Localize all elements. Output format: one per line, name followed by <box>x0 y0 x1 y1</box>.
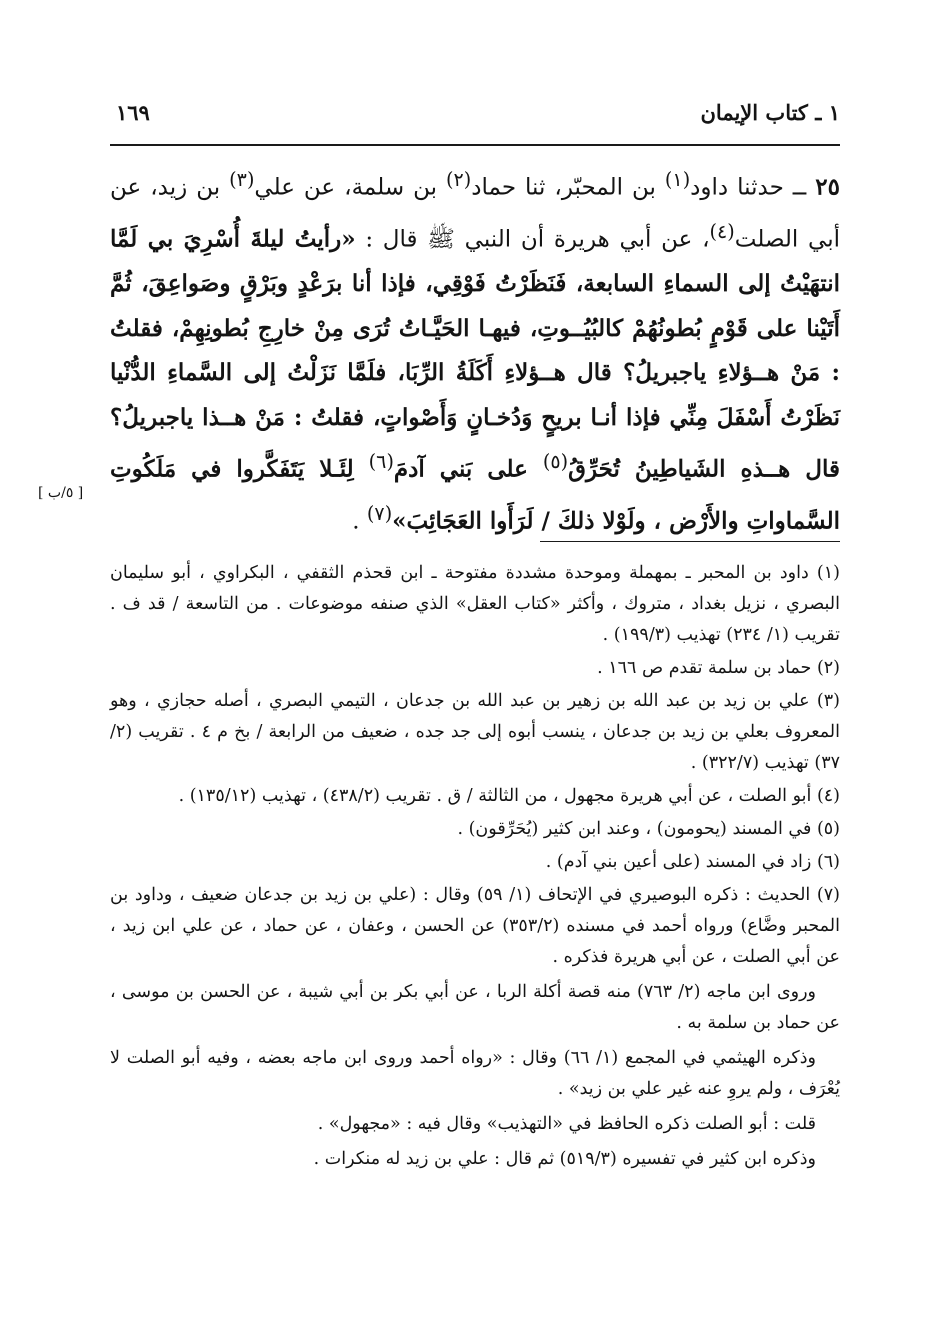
footnote <box>110 880 840 973</box>
hadith-chain-part: بن سلمة، عن علي <box>254 174 447 201</box>
footnote-text: في المسند (يحومون) ، وعند ابن كثير (يُحَرِّقون) . <box>457 819 812 839</box>
footnote <box>110 558 840 651</box>
manuscript-folio-note: [ ٥/ب ] <box>38 485 84 501</box>
footnote-text: حماد بن سلمة تقدم ص ١٦٦ . <box>597 658 812 678</box>
footnotes <box>110 558 840 1177</box>
hadith-text <box>110 158 840 545</box>
running-header <box>110 96 840 130</box>
footnote-ref: (٤) <box>709 220 735 244</box>
footnote-label: (٣) <box>816 691 840 711</box>
footnote-ref: (١) <box>664 168 691 191</box>
footnote-label: (٧) <box>816 885 840 905</box>
footnote-continuation: وذكره ابن كثير في تفسيره (٥١٩/٣) ثم قال : علي بن زيد له منكرات . <box>313 1149 816 1169</box>
footnote-ref: (٧) <box>366 502 393 526</box>
footnote-label: (٢) <box>816 658 840 678</box>
page-number: ١٦٩ <box>116 100 150 125</box>
footnote-ref: (٥) <box>542 450 569 474</box>
hadith-chain-part: ، عن أبي هريرة أن النبي ﷺ قال : <box>355 226 710 253</box>
footnote <box>110 781 840 812</box>
footnote-text: أبو الصلت ، عن أبي هريرة مجهول ، من الثالثة / ق . تقريب (٤٣٨/٢) ، تهذيب (١٣٥/١٢) . <box>178 786 812 806</box>
hadith-end: . <box>352 509 367 536</box>
footnote-text: داود بن المحبر ـ بمهملة وموحدة مشددة مفتوحة ـ ابن قحذم الثقفي ، البكراوي ، أبو سليمان البصري ، نزيل بغداد ، متروك ، وأكثر «كتاب العقل» الذي صنفه موضوعات . من التاسعة / قد ف . تقريب (١/ ٢٣٤) تهذيب (١٩٩/٣) . <box>110 563 840 645</box>
footnote-ref: (٢) <box>446 168 472 191</box>
hadith-chain-part: بن المحبّر، ثنا حماد <box>471 174 665 201</box>
footnote <box>110 814 840 845</box>
footnote <box>110 653 840 684</box>
footnote-label: (٤) <box>816 786 840 806</box>
hadith-matn: لِئَـلا يَتَفَكَّروا في مَلَكُوتِ السَّماواتِ والأَرْض ، ولَوْلا ذلكَ / لَرَأَوا العَجَائِبَ» <box>110 455 840 536</box>
footnote <box>110 686 840 779</box>
hadith-matn: على بَني آدمَ <box>393 455 543 483</box>
footnote-ref: (٣) <box>229 168 255 191</box>
footnote-text: الحديث : ذكره البوصيري في الإتحاف (١/ ٥٩) وقال : (علي بن زيد بن جدعان ضعيف ، وداود بن المحبر وضَّاع) ورواه أحمد في مسنده (٣٥٣/٢) عن الحسن ، وعفان ، عن حماد ، عن علي ابن زيد ، عن أبي الصلت ، عن أبي هريرة فذكره . <box>110 885 840 967</box>
footnote-label: (٦) <box>816 852 840 872</box>
footnotes-divider <box>540 541 840 542</box>
hadith-chain-part: ــ حدثنا داود <box>690 174 807 201</box>
footnote-label: (١) <box>816 563 840 583</box>
footnote-text: علي بن زيد بن عبد الله بن زهير بن عبد الله بن جدعان ، التيمي البصري ، أصله حجازي ، وهو المعروف بعلي بن زيد بن جدعان ، ينسب أبوه إلى جد جده ، ضعيف من الرابعة / بخ م ٤ . تقريب (٢/ ٣٧) تهذيب (٣٢٢/٧) . <box>110 691 841 773</box>
chapter-title: ١ ـ كتاب الإيمان <box>700 100 840 125</box>
footnote-continuation: وروى ابن ماجه (٢/ ٧٦٣) منه قصة أكلة الربا ، عن أبي بكر بن أبي شيبة ، عن الحسن بن موسى ، عن حماد بن سلمة به . <box>110 982 840 1033</box>
footnote-label: (٥) <box>816 819 840 839</box>
footnote-continuation: قلت : أبو الصلت ذكره الحافظ في «التهذيب» وقال فيه : «مجهول» . <box>317 1114 816 1134</box>
header-divider <box>110 144 840 146</box>
footnote-continuation: وذكره الهيثمي في المجمع (١/ ٦٦) وقال : «رواه أحمد وروى ابن ماجه بعضه ، وفيه أبو الصلت لا يُعْرَف ، ولم يروِ عنه غير علي بن زيد» . <box>110 1048 840 1099</box>
footnote-ref: (٦) <box>368 450 394 474</box>
footnote-text: زاد في المسند (على أعين بني آدم) . <box>545 852 812 872</box>
hadith-number: ٢٥ <box>815 173 840 201</box>
footnote <box>110 847 840 878</box>
hadith-matn: «رأيتُ ليلةَ أُسْرِيَ بي لَمَّا انتهَيْتُ إلى السماءِ السابعة، فَنَظَرْتُ فَوْقِي، فإذا أنا برَعْدٍ وبَرْقٍ وصَواعِقَ، ثُمَّ أَتَيْنا على قَوْمٍ بُطونُهُمْ كالبُيُــوتِ، فيهـا الحَيَّـاتُ تُرَى مِنْ خارِجِ بُطونِهِمْ، فقلتُ : مَنْ هــؤلاءِ ياجبريلُ؟ قال هــؤلاءِ أَكَلَةُ الرِّبَا، فلَمَّا نَزَلْتُ إلى السَّماءِ الدُّنْيا نَظَرْتُ أَسْفَلَ مِنِّي فإذا أنـا بريحٍ وَدُخـانٍ وَأَصْواتٍ، فقلتُ : مَنْ هــذا ياجبريلُ؟ قال هــذهِ الشَياطِينُ تُحَرِّقُ <box>110 225 841 483</box>
hadith-chain-part: بن زيد، عن أبي الصلت <box>110 174 840 253</box>
